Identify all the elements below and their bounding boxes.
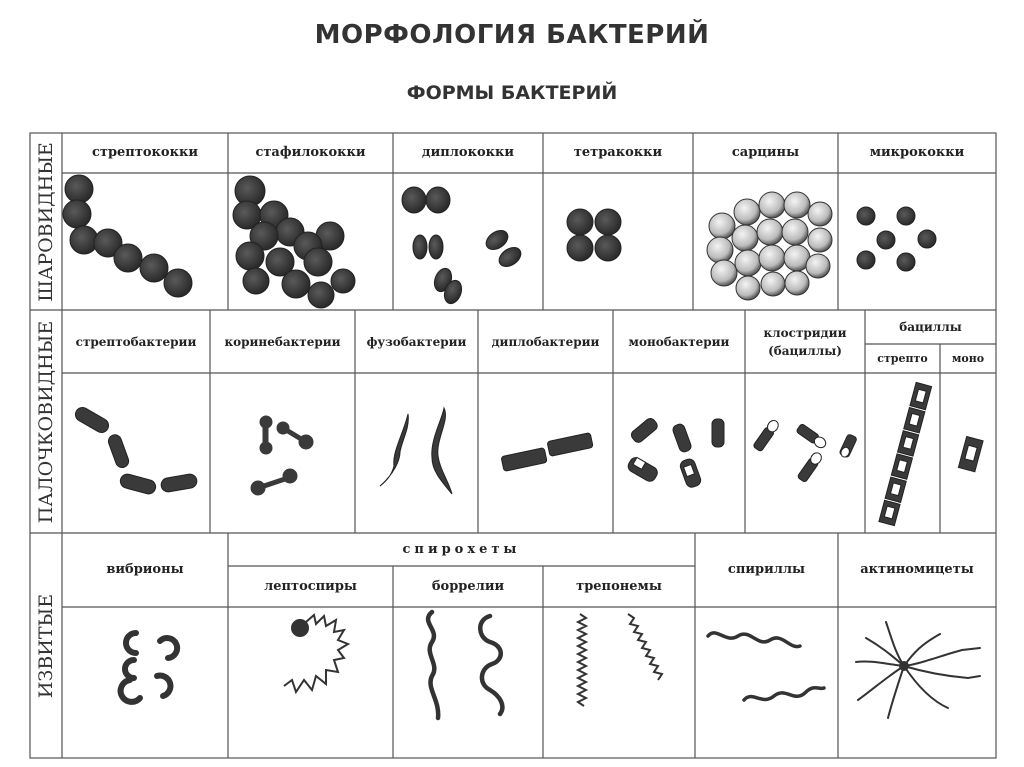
header-bacilli: бациллы (899, 320, 962, 334)
header-corynebacteria: коринебактерии (224, 334, 341, 349)
sarcinae-illustration (707, 192, 832, 300)
diplobacteria-illustration (501, 433, 593, 472)
micrococci-illustration (857, 207, 936, 271)
header-clostridia-line1: клостридии (763, 325, 847, 340)
bacilli-mono-illustration (958, 437, 983, 472)
header-tetracocci: тетракокки (573, 145, 663, 160)
header-borrelia: боррелии (431, 578, 505, 594)
header-vibrios: вибрионы (106, 562, 184, 577)
vibrios-illustration (121, 633, 177, 702)
header-bacilli-strepto: стрепто (877, 351, 928, 365)
header-streptobacteria: стрептобактерии (75, 334, 197, 349)
spirilla-illustration (708, 633, 824, 700)
header-diplobacteria: диплобактерии (491, 334, 600, 349)
borrelia-illustration (428, 612, 502, 718)
header-diplococci: диплококки (421, 145, 515, 160)
clostridia-illustration (753, 418, 858, 482)
header-fusobacteria: фузобактерии (366, 334, 467, 349)
corynebacteria-illustration (251, 416, 313, 495)
header-bacilli-mono: моно (951, 351, 985, 365)
header-spirilla: спириллы (727, 562, 806, 577)
header-leptospira: лептоспиры (264, 578, 357, 594)
header-treponema: трепонемы (576, 578, 662, 594)
streptococci-illustration (63, 175, 192, 297)
page-title: МОРФОЛОГИЯ БАКТЕРИЙ (314, 20, 710, 50)
header-streptococci: стрептококки (91, 145, 199, 160)
fusobacteria-illustration (380, 408, 452, 494)
header-micrococci: микрококки (869, 145, 965, 160)
tetracocci-illustration (567, 209, 621, 261)
staphylococci-illustration (233, 176, 355, 308)
header-clostridia-line2: (бациллы) (768, 343, 842, 358)
header-sarcinae: сарцины (731, 145, 800, 160)
monobacteria-illustration (626, 416, 724, 488)
actinomycetes-illustration (856, 622, 980, 718)
group-label-rods: ПАЛОЧКОВИДНЫЕ (35, 320, 57, 524)
header-actinomycetes: актиномицеты (860, 562, 974, 577)
treponema-illustration (578, 614, 662, 706)
streptobacteria-illustration (73, 405, 198, 495)
header-spirochetes: спирохеты (402, 541, 521, 557)
page-subtitle: ФОРМЫ БАКТЕРИЙ (406, 82, 618, 104)
diplococci-illustration (402, 187, 524, 306)
leptospira-illustration (284, 615, 348, 692)
header-staphylococci: стафилококки (255, 145, 366, 160)
bacilli-strepto-illustration (879, 382, 932, 525)
header-monobacteria: монобактерии (628, 334, 730, 349)
group-label-spiral: ИЗВИТЫЕ (35, 593, 57, 699)
group-label-spherical: ШАРОВИДНЫЕ (35, 142, 57, 302)
